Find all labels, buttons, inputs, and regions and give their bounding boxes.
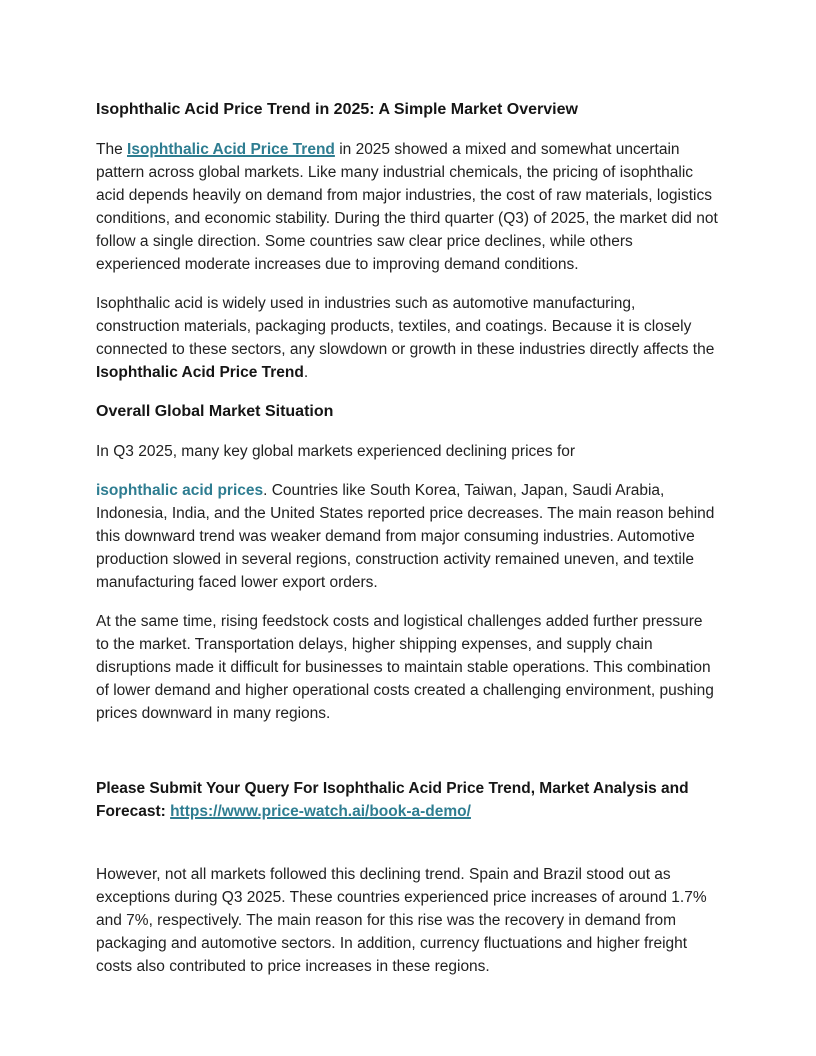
link-book-a-demo-url[interactable]: https://www.price-watch.ai/book-a-demo/ [170,803,471,820]
page-title: Isophthalic Acid Price Trend in 2025: A Simple Market Overview [96,101,578,118]
text-run: . Countries like South Korea, Taiwan, Japan, Saudi Arabia, Indonesia, India, and the United States reported price decreases. The main reason behind this downward trend was weaker demand from major consuming industries. Automotive production slowed in several regions, construction activity remained uneven, and textile manufacturing faced lower export orders. [96,482,715,591]
text-run: . [303,364,309,381]
text-run: Isophthalic acid is widely used in industries such as automotive manufacturing, construction materials, packaging products, textiles, and coatings. Because it is closely connected to these sectors, any slowdown or growth in these industries directly affects the [96,295,715,358]
paragraph-industries [96,292,719,384]
paragraph-cta [96,777,719,823]
bold-run-price-trend: Isophthalic Acid Price Trend [96,364,304,381]
link-isophthalic-acid-prices[interactable]: isophthalic acid prices [96,482,264,499]
cta-label: Please Submit Your Query For Isophthalic Acid Price Trend, Market Analysis and Forecast: [96,780,689,820]
link-isophthalic-acid-price-trend[interactable]: Isophthalic Acid Price Trend [127,141,335,158]
document-body [96,98,719,978]
paragraph-exceptions: However, not all markets followed this declining trend. Spain and Brazil stood out as exceptions during Q3 2025. These countries experienced price increases of around 1.7% and 7%, respectively. The main reason for this rise was the recovery in demand from packaging and automotive sectors. In addition, currency fluctuations and higher freight costs also contributed to price increases in these regions. [96,866,707,975]
paragraph-costs: At the same time, rising feedstock costs and logistical challenges added further pressure to the market. Transportation delays, higher shipping expenses, and supply chain disruptions made it difficult for businesses to maintain stable operations. This combination of lower demand and higher operational costs created a challenging environment, pushing prices downward in many regions. [96,613,714,722]
paragraph-declines [96,479,719,594]
paragraph-intro [96,138,719,276]
section-heading-global-market: Overall Global Market Situation [96,403,334,420]
paragraph-q3-intro: In Q3 2025, many key global markets experienced declining prices for [96,443,576,460]
text-run: in 2025 showed a mixed and somewhat uncertain pattern across global markets. Like many industrial chemicals, the pricing of isophthalic acid depends heavily on demand from major industries, the cost of raw materials, logistics conditions, and economic stability. During the third quarter (Q3) of 2025, the market did not follow a single direction. Some countries saw clear price declines, while others experienced moderate increases due to improving demand conditions. [96,141,718,273]
text-run: The [96,141,128,158]
